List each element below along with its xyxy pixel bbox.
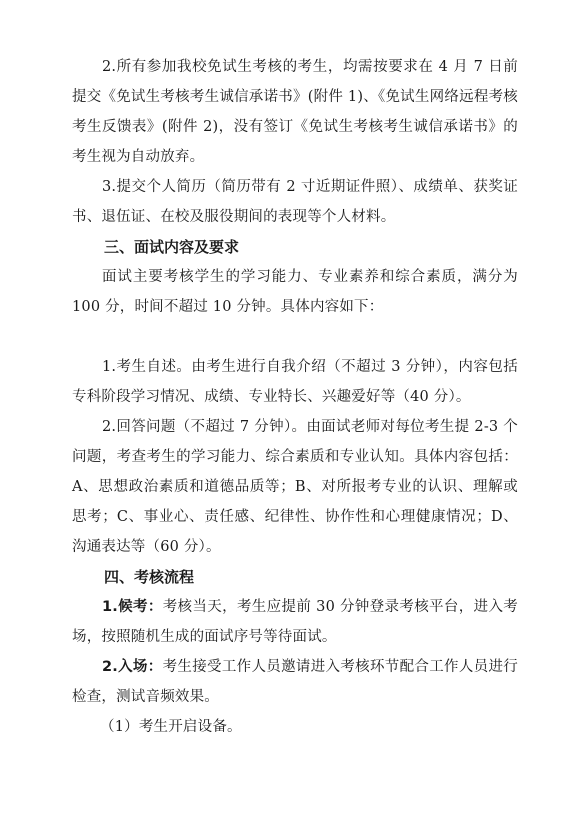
paragraph-self-introduction: 1.考生自述。由考生进行自我介绍（不超过 3 分钟），内容包括专科阶段学习情况、成绩、专业特长、兴趣爱好等（40 分）。: [72, 359, 518, 405]
step-label-waiting: 1.候考：: [102, 599, 163, 615]
step-text-entering: 考生接受工作人员邀请进入考核环节配合工作人员进行检查，测试音频效果。: [72, 659, 518, 705]
paragraph-waiting: [72, 592, 518, 652]
section-heading-exam-process: 四、考核流程: [104, 568, 195, 586]
paragraph-interview-overview: 面试主要考核学生的学习能力、专业素养和综合素质，满分为 100 分，时间不超过 10 分钟。具体内容如下：: [72, 269, 518, 315]
step-text-waiting: 考核当天，考生应提前 30 分钟登录考核平台，进入考场，按照随机生成的面试序号等待面试。: [72, 599, 518, 645]
paragraph-materials-deadline: 2.所有参加我校免试生考核的考生，均需按要求在 4 月 7 日前提交《免试生考核考生诚信承诺书》(附件 1)、《免试生网络远程考核考生反馈表》(附件 2)，没有签订《免试生考核考生诚信承诺书》的考生视为自动放弃。: [72, 59, 518, 165]
section-heading-interview-content: 三、面试内容及要求: [104, 238, 240, 256]
paragraph-open-device: （1）考生开启设备。: [100, 719, 242, 735]
step-label-entering: 2.入场：: [102, 659, 163, 675]
paragraph-entering: [72, 652, 518, 712]
paragraph-answer-questions: 2.回答问题（不超过 7 分钟）。由面试老师对每位考生提 2-3 个问题，考查考生的学习能力、综合素质和专业认知。具体内容包括：A、思想政治素质和道德品质等；B、对所报考专业的认识、理解或思考；C、事业心、责任感、纪律性、协作性和心理健康情况；D、沟通表达等（60 分）。: [72, 419, 518, 555]
paragraph-personal-materials: 3.提交个人简历（简历带有 2 寸近期证件照）、成绩单、获奖证书、退伍证、在校及服役期间的表现等个人材料。: [72, 179, 518, 225]
